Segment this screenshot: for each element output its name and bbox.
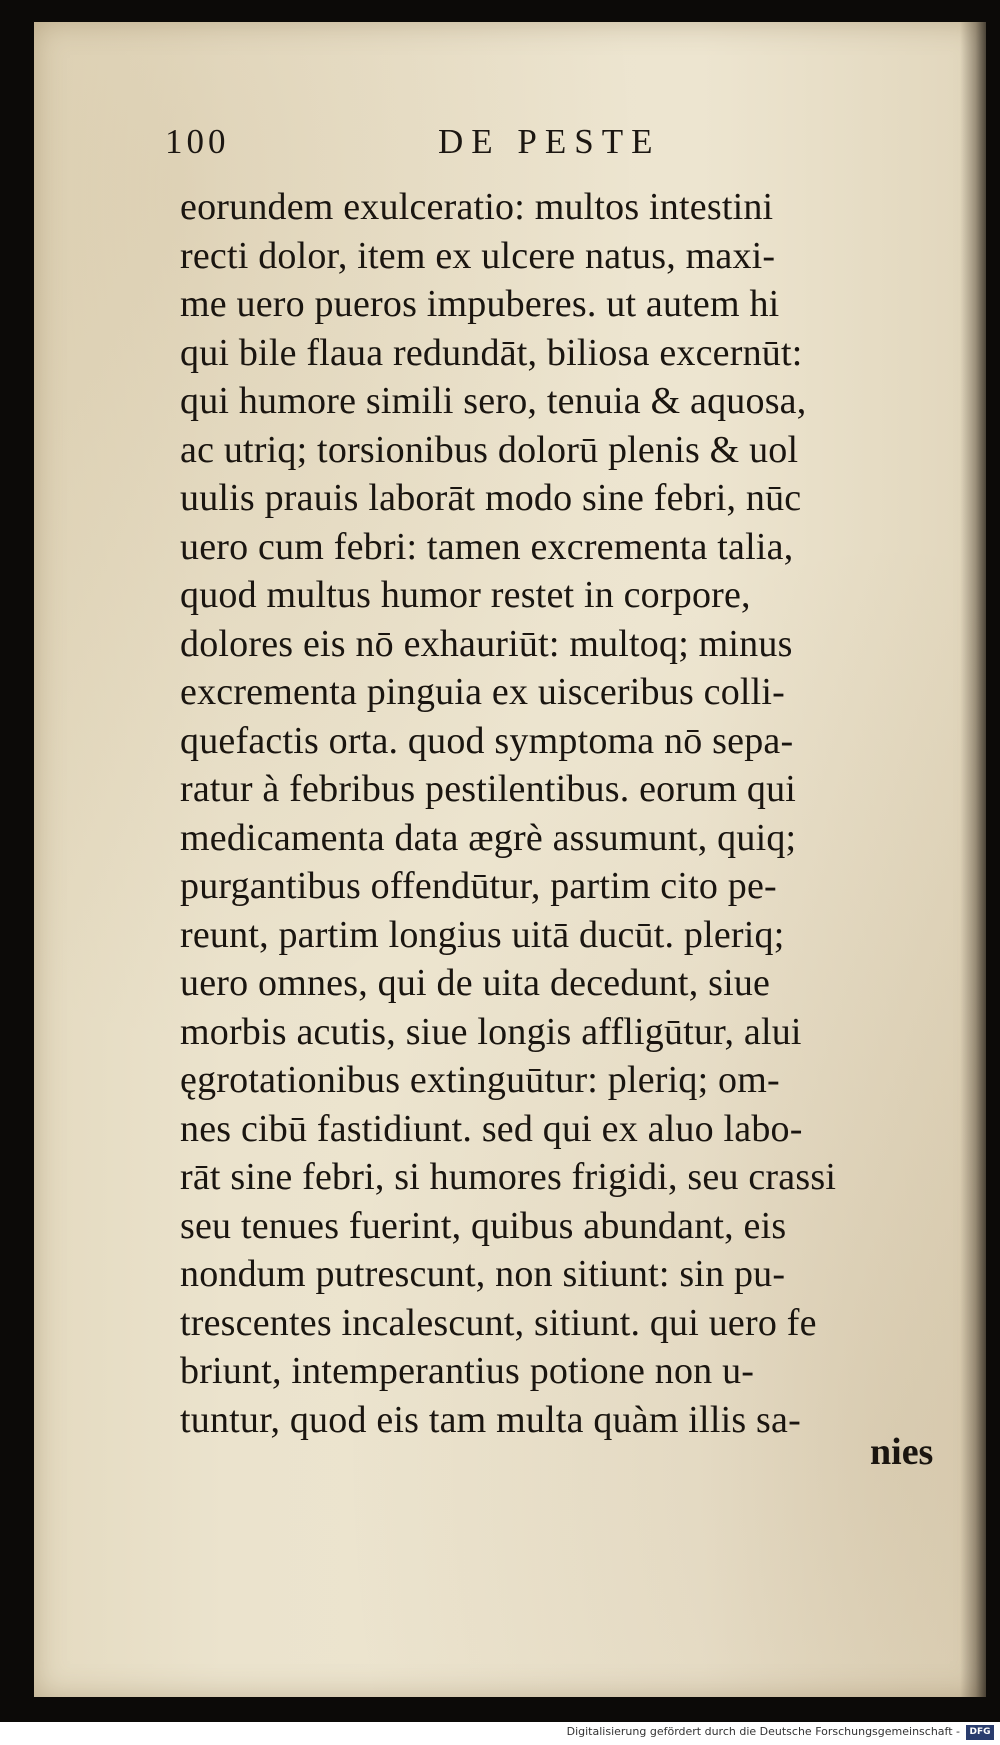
- text-line: medicamenta data ægrè assumunt, quiq;: [180, 816, 797, 859]
- text-line: briunt, intemperantius potione non u-: [180, 1350, 755, 1392]
- text-line: uulis prauis laborāt modo sine febri, nūc: [180, 477, 802, 519]
- text-line: nondum putrescunt, non sitiunt: sin pu-: [180, 1253, 786, 1295]
- text-line: eorundem exulceratio: multos intestini: [180, 186, 774, 228]
- text-line: seu tenues fuerint, quibus abundant, eis: [180, 1204, 787, 1247]
- body-text: [180, 183, 940, 1444]
- text-line: rāt sine febri, si humores frigidi, seu crassi: [180, 1156, 837, 1198]
- text-line: purgantibus offendūtur, partim cito pe-: [180, 865, 777, 907]
- dfg-logo-icon[interactable]: DFG: [966, 1725, 994, 1740]
- page-number: 100: [165, 122, 230, 161]
- text-line: ac utriq; torsionibus dolorū plenis & uol: [180, 428, 799, 471]
- text-line: ęgrotationibus extinguūtur: pleriq; om-: [180, 1059, 780, 1101]
- text-line: qui bile flaua redundāt, biliosa excernūt:: [180, 331, 803, 374]
- text-line: recti dolor, item ex ulcere natus, maxi-: [180, 234, 776, 277]
- running-head: [165, 122, 725, 172]
- text-line: uero cum febri: tamen excrementa talia,: [180, 525, 794, 568]
- text-line: me uero pueros impuberes. ut autem hi: [180, 283, 780, 325]
- text-line: dolores eis nō exhauriūt: multoq; minus: [180, 622, 793, 665]
- text-line: quod multus humor restet in corpore,: [180, 574, 751, 616]
- text-line: quefactis orta. quod symptoma nō sepa-: [180, 719, 794, 762]
- text-line: uero omnes, qui de uita decedunt, siue: [180, 962, 771, 1004]
- catchword: nies: [870, 1431, 934, 1473]
- text-line: excrementa pinguia ex uisceribus colli-: [180, 671, 786, 713]
- digitization-footer: [0, 1722, 1000, 1745]
- text-line: tuntur, quod eis tam multa quàm illis sa-: [180, 1398, 801, 1441]
- text-line: trescentes incalescunt, sitiunt. qui uero fe: [180, 1301, 817, 1344]
- text-line: morbis acutis, siue longis affligūtur, alui: [180, 1010, 802, 1053]
- text-line: reunt, partim longius uitā ducūt. pleriq;: [180, 913, 785, 956]
- running-title: DE PESTE: [438, 122, 661, 161]
- text-line: nes cibū fastidiunt. sed qui ex aluo labo-: [180, 1107, 803, 1150]
- spine-shadow: [960, 22, 986, 1697]
- text-line: qui humore simili sero, tenuia & aquosa,: [180, 380, 807, 422]
- funding-credit: Digitalisierung gefördert durch die Deutsche Forschungsgemeinschaft -: [566, 1725, 960, 1738]
- text-line: ratur à febribus pestilentibus. eorum qui: [180, 768, 797, 810]
